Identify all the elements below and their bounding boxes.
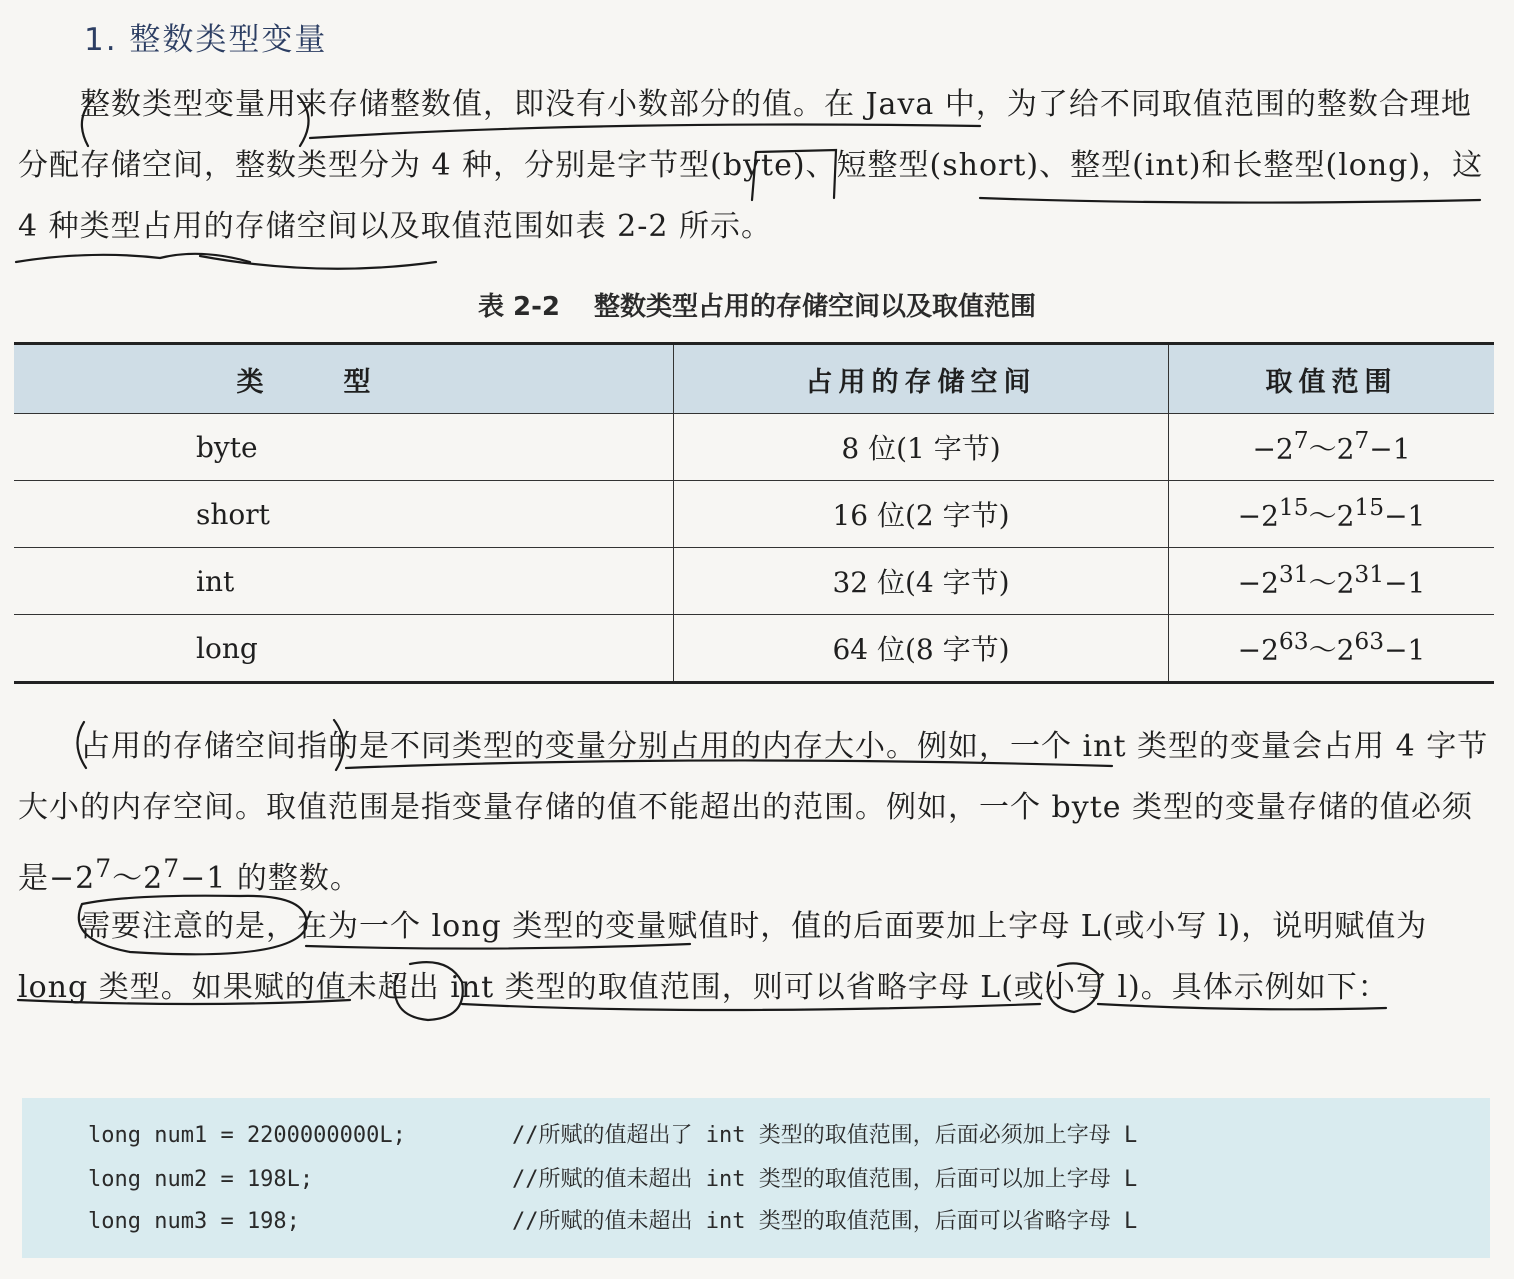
- cell-range: [1169, 615, 1495, 683]
- range-suffix: −1: [1369, 432, 1411, 466]
- cell-size: 8 位(1 字节): [674, 414, 1169, 481]
- cell-type: long: [14, 615, 674, 683]
- paragraph-text: ～2: [112, 861, 164, 896]
- paragraph-long-note: [18, 896, 1494, 1018]
- section-heading: 1. 整数类型变量: [84, 22, 328, 58]
- cell-size: 16 位(2 字节): [674, 481, 1169, 548]
- paragraph-text: −1 的整数。: [180, 861, 361, 896]
- range-suffix: −1: [1384, 499, 1426, 533]
- code-line: [88, 1160, 1137, 1200]
- table-caption-title: 整数类型占用的存储空间以及取值范围: [594, 292, 1037, 322]
- header-range: 取值范围: [1169, 344, 1495, 414]
- code-comment: //所赋的值超出了 int 类型的取值范围，后面必须加上字母 L: [512, 1123, 1138, 1148]
- cell-range: [1169, 481, 1495, 548]
- cell-type: short: [14, 481, 674, 548]
- integer-types-table: [14, 342, 1494, 684]
- code-line: [88, 1202, 1137, 1242]
- cell-range: [1169, 548, 1495, 615]
- range-exponent: 63: [1354, 627, 1385, 656]
- exponent: 7: [163, 854, 181, 883]
- paragraph-storage-space: [18, 716, 1494, 909]
- code-line: [88, 1116, 1137, 1156]
- range-exponent: 7: [1293, 426, 1309, 455]
- cell-size: 32 位(4 字节): [674, 548, 1169, 615]
- cell-type: byte: [14, 414, 674, 481]
- range-base: −2: [1252, 432, 1294, 466]
- range-base: ～2: [1308, 566, 1355, 600]
- header-storage: 占用的存储空间: [674, 344, 1169, 414]
- table-row: [14, 548, 1494, 615]
- range-exponent: 31: [1278, 560, 1309, 589]
- cell-size: 64 位(8 字节): [674, 615, 1169, 683]
- cell-type: int: [14, 548, 674, 615]
- range-base: −2: [1237, 499, 1279, 533]
- range-exponent: 31: [1354, 560, 1385, 589]
- table-header-row: [14, 344, 1494, 414]
- range-base: ～2: [1308, 633, 1355, 667]
- code-statement: long num1 = 2200000000L;: [88, 1123, 406, 1148]
- range-exponent: 63: [1278, 627, 1309, 656]
- exponent: 7: [95, 854, 113, 883]
- code-comment: //所赋的值未超出 int 类型的取值范围，后面可以省略字母 L: [512, 1209, 1138, 1234]
- table-row: [14, 481, 1494, 548]
- table-caption: [0, 286, 1514, 323]
- table-row: [14, 615, 1494, 683]
- code-example-block: [22, 1098, 1490, 1258]
- cell-range: [1169, 414, 1495, 481]
- paragraph-integer-types: [18, 74, 1494, 257]
- range-suffix: −1: [1384, 566, 1426, 600]
- table-caption-number: 表 2-2: [477, 292, 560, 322]
- range-base: −2: [1237, 566, 1279, 600]
- range-suffix: −1: [1384, 633, 1426, 667]
- paragraph-text: 占用的存储空间指的是不同类型的变量分别占用的内存大小。例如，一个 int 类型的变量会占用 4 字节大小的内存空间。取值范围是指变量存储的值不能超出的范围。例如，一个 byte 类型的变量存储的值必须是−2: [18, 729, 1489, 896]
- table-row: [14, 414, 1494, 481]
- range-base: ～2: [1308, 432, 1355, 466]
- range-base: −2: [1237, 633, 1279, 667]
- range-exponent: 15: [1278, 493, 1309, 522]
- code-statement: long num3 = 198;: [88, 1209, 300, 1234]
- code-comment: //所赋的值未超出 int 类型的取值范围，后面可以加上字母 L: [512, 1167, 1138, 1192]
- header-type: 类型: [14, 344, 674, 414]
- range-exponent: 15: [1354, 493, 1385, 522]
- range-base: ～2: [1308, 499, 1355, 533]
- code-statement: long num2 = 198L;: [88, 1167, 314, 1192]
- paragraph-text: 整数类型变量用来存储整数值，即没有小数部分的值。在 Java 中，为了给不同取值范围的整数合理地分配存储空间，整数类型分为 4 种，分别是字节型(byte)、短整型(short)、整型(int)和长整型(long)，这 4 种类型占用的存储空间以及取值范围如表 2-2 所示。: [18, 87, 1484, 244]
- range-exponent: 7: [1354, 426, 1370, 455]
- paragraph-text: 需要注意的是，在为一个 long 类型的变量赋值时，值的后面要加上字母 L(或小写 l)，说明赋值为 long 类型。如果赋的值未超出 int 类型的取值范围，则可以省略字母 L(或小写 l)。具体示例如下：: [18, 909, 1428, 1005]
- handwritten-underline: [200, 256, 436, 269]
